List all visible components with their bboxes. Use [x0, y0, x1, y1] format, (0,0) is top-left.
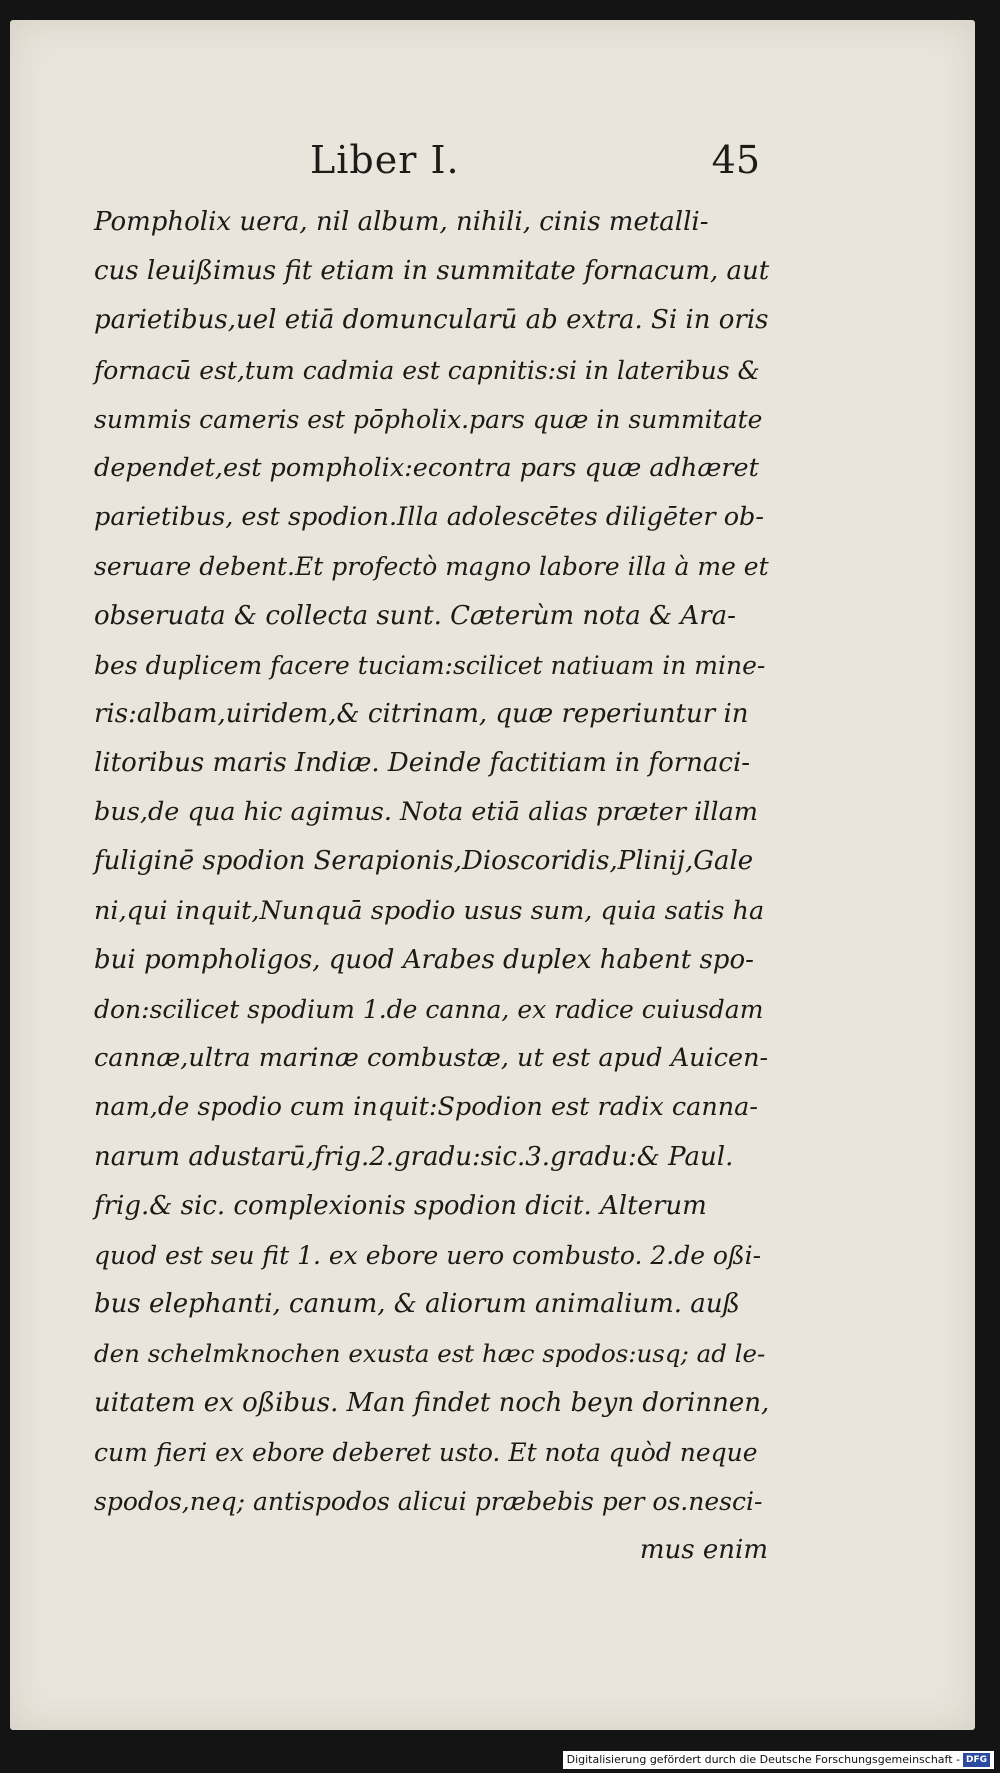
text-line: fuliginē spodion Serapionis,Dioscoridis,Plinij,Gale — [94, 846, 754, 877]
running-title: Liber I. — [310, 138, 460, 182]
text-line: parietibus,uel etiā domuncularū ab extra. Si in oris — [94, 305, 769, 336]
text-line: bus elephanti, canum, & aliorum animalium. auß — [94, 1289, 740, 1320]
text-line: cum fieri ex ebore deberet usto. Et nota quòd neque — [94, 1437, 758, 1467]
text-line: obseruata & collecta sunt. Cæterùm nota & Ara- — [94, 600, 736, 631]
text-line: cus leuißimus fit etiam in summitate fornacum, aut — [94, 256, 770, 287]
text-line: dependet,est pompholix:econtra pars quæ adhæret — [94, 452, 759, 483]
text-line: quod est seu fit 1. ex ebore uero combusto. 2.de oßi- — [94, 1240, 762, 1270]
text-line: den schelmknochen exusta est hæc spodos:usq; ad le- — [94, 1339, 766, 1369]
text-line: don:scilicet spodium 1.de canna, ex radice cuiusdam — [94, 995, 764, 1024]
text-line: litoribus maris Indiæ. Deinde factitiam in fornaci- — [94, 748, 751, 779]
text-line: frig.& sic. complexionis spodion dicit. Alterum — [94, 1190, 707, 1221]
text-line: bes duplicem facere tuciam:scilicet natiuam in mine- — [94, 650, 766, 680]
running-header — [310, 138, 760, 198]
text-line: bui pompholigos, quod Arabes duplex habent spo- — [94, 944, 754, 975]
body-text — [94, 198, 770, 1575]
book-page — [10, 20, 975, 1730]
text-line: ni,qui inquit,Nunquā spodio usus sum, quia satis ha — [94, 895, 765, 926]
digitization-credit — [563, 1751, 994, 1769]
text-line: parietibus, est spodion.Illa adolescētes diligēter ob- — [94, 502, 764, 533]
text-line: Pompholix uera, nil album, nihili, cinis metalli- — [94, 207, 709, 237]
text-line: cannæ,ultra marinæ combustæ, ut est apud Auicen- — [94, 1043, 769, 1074]
text-line: fornacū est,tum cadmia est capnitis:si in lateribus & — [94, 355, 760, 385]
dfg-logo: DFG — [963, 1753, 990, 1767]
text-line: mus enim — [639, 1535, 768, 1566]
credit-text: Digitalisierung gefördert durch die Deutsche Forschungsgemeinschaft - — [566, 1753, 960, 1766]
text-line: seruare debent.Et profectò magno labore illa à me et — [94, 552, 769, 582]
text-line: nam,de spodio cum inquit:Spodion est radix canna- — [94, 1092, 758, 1123]
text-line: ris:albam,uiridem,& citrinam, quæ reperiuntur in — [94, 698, 749, 729]
text-line: uitatem ex oßibus. Man findet noch beyn dorinnen, — [94, 1387, 770, 1418]
text-line: summis cameris est pōpholix.pars quæ in summitate — [94, 404, 763, 434]
text-line: bus,de qua hic agimus. Nota etiā alias præter illam — [94, 797, 758, 828]
text-line: spodos,neq; antispodos alicui præbebis per os.nesci- — [94, 1486, 763, 1516]
page-number: 45 — [711, 138, 760, 182]
text-line: narum adustarū,frig.2.gradu:sic.3.gradu:& Paul. — [94, 1141, 734, 1172]
